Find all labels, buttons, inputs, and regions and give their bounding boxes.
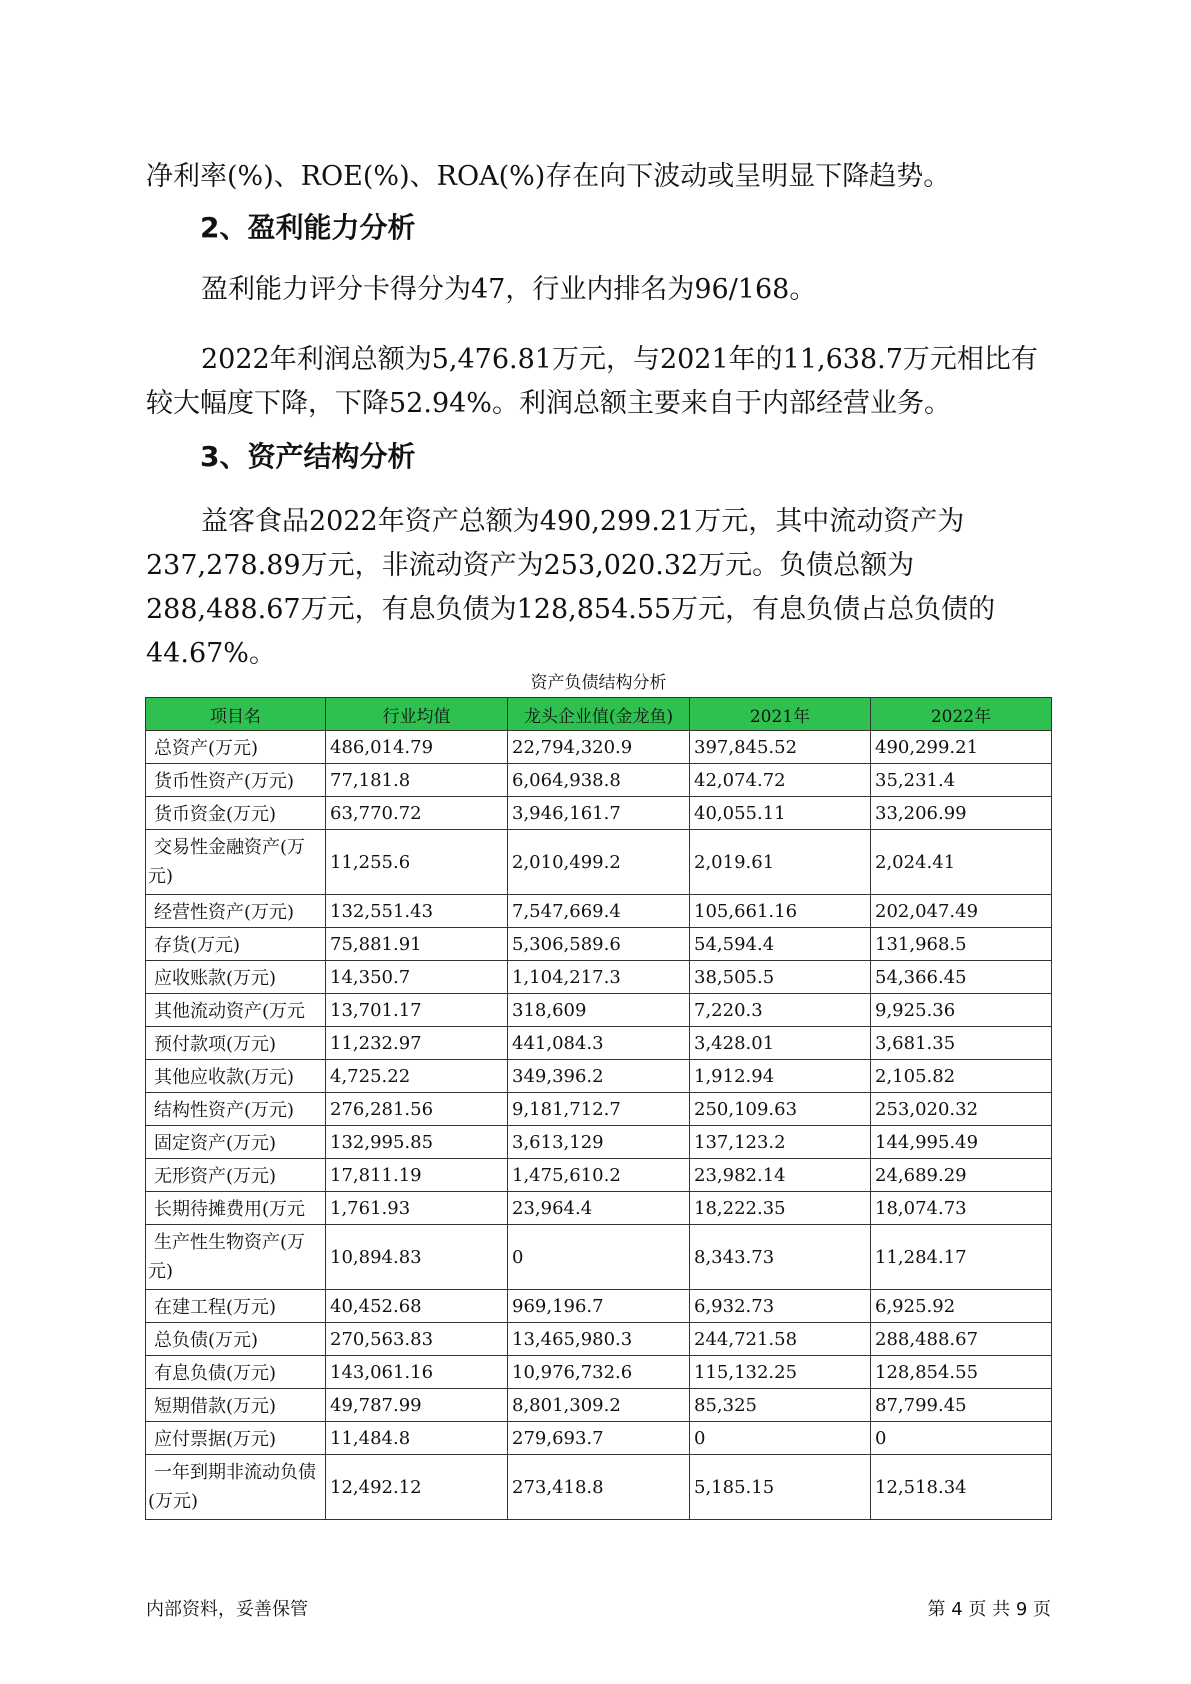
row-label-cell: 短期借款(万元) (146, 1389, 326, 1422)
value-cell: 75,881.91 (326, 928, 508, 961)
value-cell: 40,452.68 (326, 1290, 508, 1323)
value-cell: 318,609 (508, 994, 690, 1027)
row-label-cell: 总负债(万元) (146, 1323, 326, 1356)
table-row (146, 1027, 1052, 1060)
column-header: 2022年 (871, 698, 1052, 731)
value-cell: 276,281.56 (326, 1093, 508, 1126)
value-cell: 13,465,980.3 (508, 1323, 690, 1356)
value-cell: 397,845.52 (690, 731, 871, 764)
value-cell: 63,770.72 (326, 797, 508, 830)
value-cell: 10,894.83 (326, 1225, 508, 1290)
value-cell: 0 (690, 1422, 871, 1455)
table-title: 资产负债结构分析 (530, 673, 667, 693)
table-row (146, 731, 1052, 764)
column-header: 2021年 (690, 698, 871, 731)
value-cell: 40,055.11 (690, 797, 871, 830)
value-cell: 1,104,217.3 (508, 961, 690, 994)
value-cell: 7,547,669.4 (508, 895, 690, 928)
value-cell: 11,484.8 (326, 1422, 508, 1455)
row-label-cell: 经营性资产(万元) (146, 895, 326, 928)
value-cell: 11,284.17 (871, 1225, 1052, 1290)
value-cell: 128,854.55 (871, 1356, 1052, 1389)
value-cell: 18,074.73 (871, 1192, 1052, 1225)
value-cell: 11,255.6 (326, 830, 508, 895)
value-cell: 85,325 (690, 1389, 871, 1422)
row-label-cell: 一年到期非流动负债(万元) (146, 1455, 326, 1520)
row-label-cell: 有息负债(万元) (146, 1356, 326, 1389)
value-cell: 3,613,129 (508, 1126, 690, 1159)
table-row (146, 1455, 1052, 1520)
row-label-cell: 无形资产(万元) (146, 1159, 326, 1192)
value-cell: 137,123.2 (690, 1126, 871, 1159)
value-cell: 8,801,309.2 (508, 1389, 690, 1422)
value-cell: 273,418.8 (508, 1455, 690, 1520)
value-cell: 8,343.73 (690, 1225, 871, 1290)
table-row (146, 961, 1052, 994)
row-label-cell: 固定资产(万元) (146, 1126, 326, 1159)
table-row (146, 1192, 1052, 1225)
table-row (146, 895, 1052, 928)
value-cell: 3,946,161.7 (508, 797, 690, 830)
section-heading-asset-structure: 3、资产结构分析 (200, 440, 416, 473)
row-label-cell: 交易性金融资产(万元) (146, 830, 326, 895)
value-cell: 288,488.67 (871, 1323, 1052, 1356)
value-cell: 87,799.45 (871, 1389, 1052, 1422)
table-row (146, 1356, 1052, 1389)
row-label-cell: 总资产(万元) (146, 731, 326, 764)
value-cell: 54,594.4 (690, 928, 871, 961)
value-cell: 13,701.17 (326, 994, 508, 1027)
value-cell: 270,563.83 (326, 1323, 508, 1356)
value-cell: 1,475,610.2 (508, 1159, 690, 1192)
table-row (146, 1126, 1052, 1159)
value-cell: 10,976,732.6 (508, 1356, 690, 1389)
value-cell: 0 (871, 1422, 1052, 1455)
value-cell: 22,794,320.9 (508, 731, 690, 764)
value-cell: 6,925.92 (871, 1290, 1052, 1323)
value-cell: 11,232.97 (326, 1027, 508, 1060)
row-label-cell: 货币性资产(万元) (146, 764, 326, 797)
value-cell: 244,721.58 (690, 1323, 871, 1356)
value-cell: 486,014.79 (326, 731, 508, 764)
value-cell: 1,761.93 (326, 1192, 508, 1225)
value-cell: 6,064,938.8 (508, 764, 690, 797)
column-header: 行业均值 (326, 698, 508, 731)
table-row (146, 764, 1052, 797)
table-row (146, 1159, 1052, 1192)
value-cell: 115,132.25 (690, 1356, 871, 1389)
table-row (146, 1093, 1052, 1126)
row-label-cell: 结构性资产(万元) (146, 1093, 326, 1126)
footer-confidential-note: 内部资料，妥善保管 (146, 1599, 308, 1620)
value-cell: 2,024.41 (871, 830, 1052, 895)
paragraph-profitability-score: 盈利能力评分卡得分为47，行业内排名为96/168。 (201, 274, 817, 305)
table-row (146, 928, 1052, 961)
table-row (146, 797, 1052, 830)
value-cell: 131,968.5 (871, 928, 1052, 961)
value-cell: 441,084.3 (508, 1027, 690, 1060)
value-cell: 5,306,589.6 (508, 928, 690, 961)
value-cell: 12,492.12 (326, 1455, 508, 1520)
row-label-cell: 在建工程(万元) (146, 1290, 326, 1323)
table-row (146, 1389, 1052, 1422)
table-row (146, 1225, 1052, 1290)
row-label-cell: 其他应收款(万元) (146, 1060, 326, 1093)
row-label-cell: 生产性生物资产(万元) (146, 1225, 326, 1290)
section-heading-profitability: 2、盈利能力分析 (200, 211, 416, 244)
column-header: 龙头企业值(金龙鱼) (508, 698, 690, 731)
column-header: 项目名 (146, 698, 326, 731)
value-cell: 969,196.7 (508, 1290, 690, 1323)
table-row (146, 1323, 1052, 1356)
row-label-cell: 存货(万元) (146, 928, 326, 961)
row-label-cell: 应付票据(万元) (146, 1422, 326, 1455)
value-cell: 253,020.32 (871, 1093, 1052, 1126)
value-cell: 144,995.49 (871, 1126, 1052, 1159)
value-cell: 3,428.01 (690, 1027, 871, 1060)
value-cell: 77,181.8 (326, 764, 508, 797)
value-cell: 2,010,499.2 (508, 830, 690, 895)
value-cell: 38,505.5 (690, 961, 871, 994)
value-cell: 105,661.16 (690, 895, 871, 928)
value-cell: 17,811.19 (326, 1159, 508, 1192)
value-cell: 2,105.82 (871, 1060, 1052, 1093)
row-label-cell: 应收账款(万元) (146, 961, 326, 994)
row-label-cell: 其他流动资产(万元 (146, 994, 326, 1027)
value-cell: 42,074.72 (690, 764, 871, 797)
value-cell: 54,366.45 (871, 961, 1052, 994)
value-cell: 9,181,712.7 (508, 1093, 690, 1126)
value-cell: 18,222.35 (690, 1192, 871, 1225)
value-cell: 23,982.14 (690, 1159, 871, 1192)
value-cell: 5,185.15 (690, 1455, 871, 1520)
table-row (146, 1290, 1052, 1323)
row-label-cell: 货币资金(万元) (146, 797, 326, 830)
balance-structure-table (145, 697, 1052, 1520)
value-cell: 132,551.43 (326, 895, 508, 928)
value-cell: 3,681.35 (871, 1027, 1052, 1060)
table-header-row (146, 698, 1052, 731)
value-cell: 0 (508, 1225, 690, 1290)
row-label-cell: 长期待摊费用(万元 (146, 1192, 326, 1225)
value-cell: 1,912.94 (690, 1060, 871, 1093)
table-row (146, 1060, 1052, 1093)
value-cell: 132,995.85 (326, 1126, 508, 1159)
value-cell: 49,787.99 (326, 1389, 508, 1422)
value-cell: 6,932.73 (690, 1290, 871, 1323)
paragraph-total-profit: 2022年利润总额为5,476.81万元，与2021年的11,638.7万元相比有较大幅度下降，下降52.94%。利润总额主要来自于内部经营业务。 (146, 344, 1038, 419)
value-cell: 490,299.21 (871, 731, 1052, 764)
footer-page-number: 第 4 页 共 9 页 (927, 1599, 1051, 1620)
value-cell: 4,725.22 (326, 1060, 508, 1093)
value-cell: 279,693.7 (508, 1422, 690, 1455)
value-cell: 35,231.4 (871, 764, 1052, 797)
value-cell: 7,220.3 (690, 994, 871, 1027)
value-cell: 9,925.36 (871, 994, 1052, 1027)
value-cell: 14,350.7 (326, 961, 508, 994)
value-cell: 23,964.4 (508, 1192, 690, 1225)
value-cell: 24,689.29 (871, 1159, 1052, 1192)
value-cell: 2,019.61 (690, 830, 871, 895)
value-cell: 250,109.63 (690, 1093, 871, 1126)
value-cell: 349,396.2 (508, 1060, 690, 1093)
value-cell: 12,518.34 (871, 1455, 1052, 1520)
paragraph-asset-structure: 益客食品2022年资产总额为490,299.21万元，其中流动资产为237,278.89万元，非流动资产为253,020.32万元。负债总额为288,488.67万元，有息负债为128,854.55万元，有息负债占总负债的44.67%。 (146, 506, 996, 669)
value-cell: 143,061.16 (326, 1356, 508, 1389)
value-cell: 33,206.99 (871, 797, 1052, 830)
value-cell: 202,047.49 (871, 895, 1052, 928)
table-row (146, 830, 1052, 895)
table-row (146, 1422, 1052, 1455)
row-label-cell: 预付款项(万元) (146, 1027, 326, 1060)
paragraph-net-margin-trend: 净利率(%)、ROE(%)、ROA(%)存在向下波动或呈明显下降趋势。 (146, 161, 951, 192)
table-row (146, 994, 1052, 1027)
